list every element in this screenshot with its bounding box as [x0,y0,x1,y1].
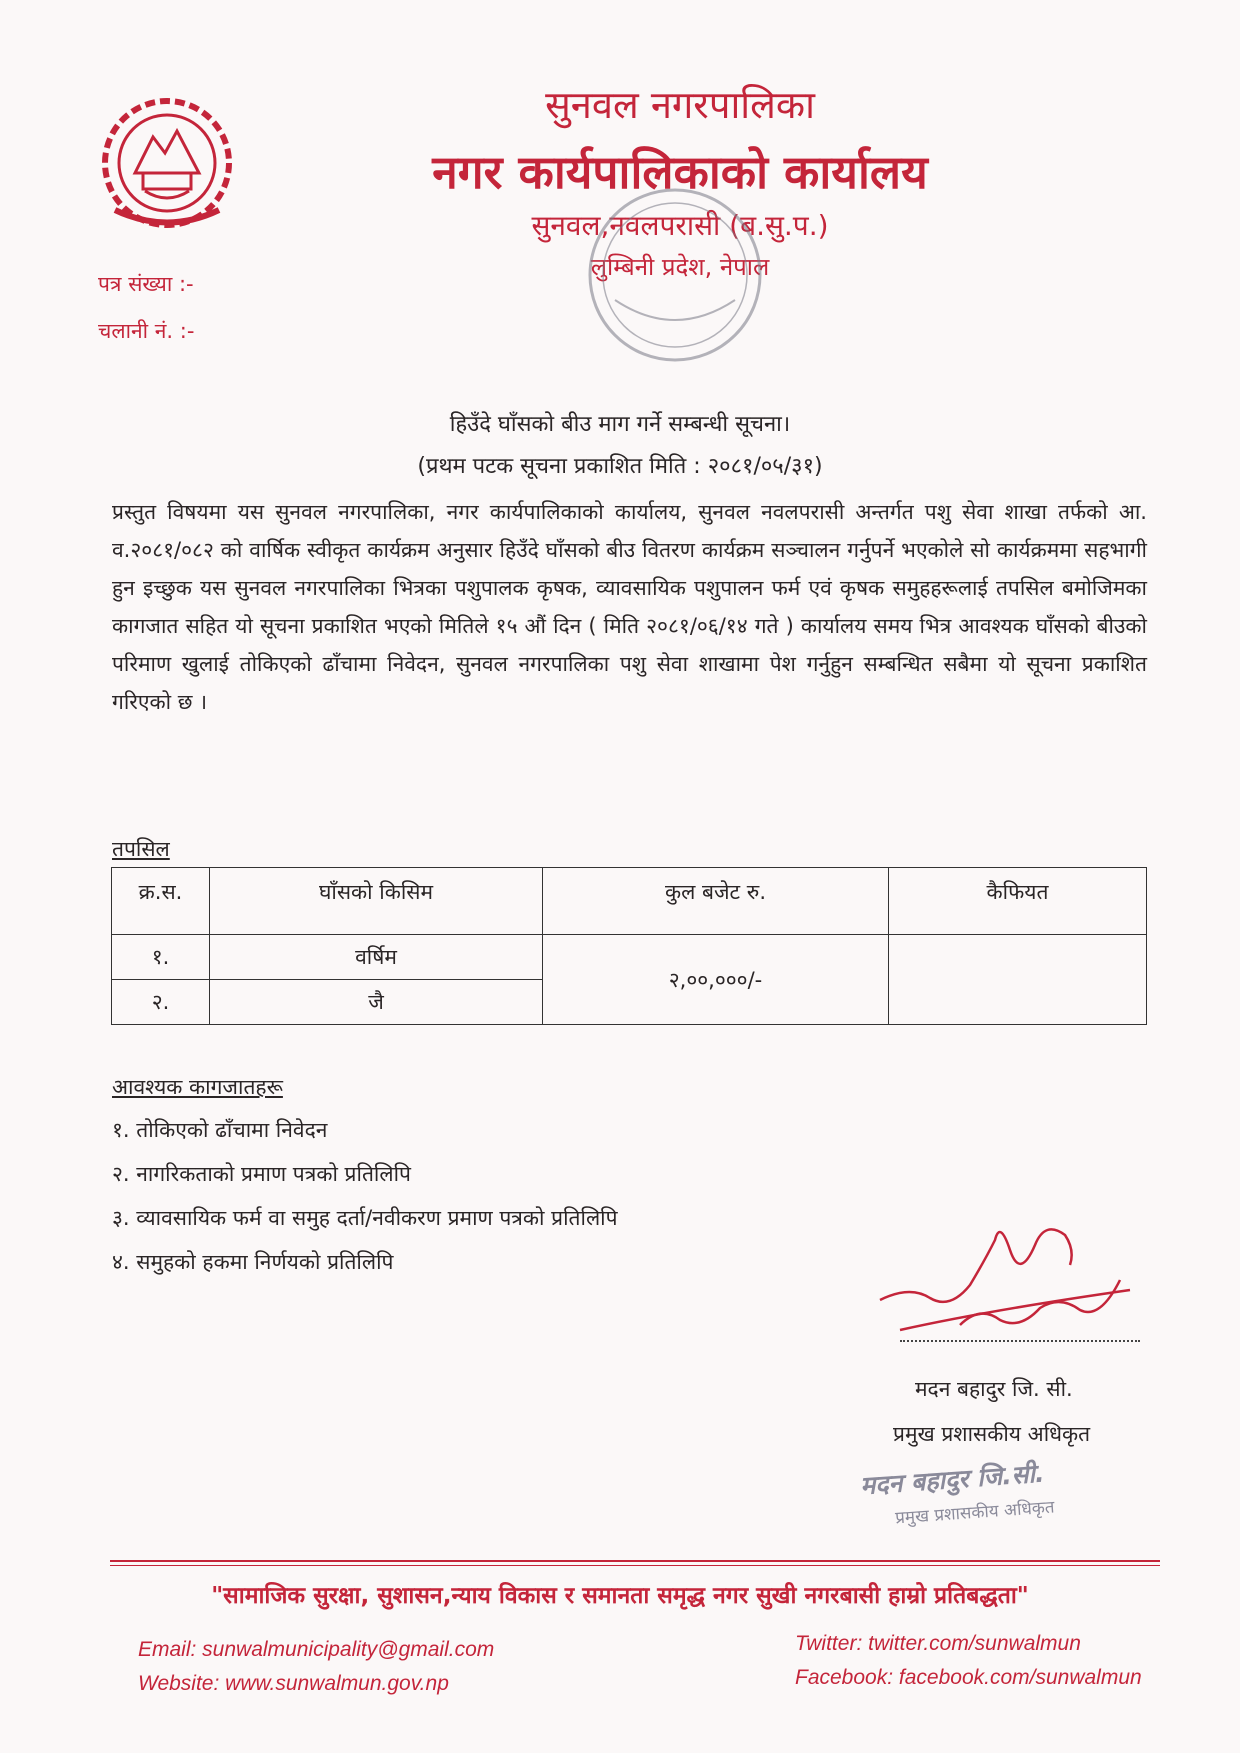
office-province: लुम्बिनी प्रदेश, नेपाल [590,253,770,281]
footer-divider [110,1560,1160,1562]
signatory-name: मदन बहादुर जि. सी. [915,1377,1073,1401]
table-header-row [112,868,1147,935]
handwritten-signature [870,1190,1150,1350]
required-documents-heading: आवश्यक कागजातहरू [112,1075,283,1099]
col-header-budget: कुल बजेट रु. [543,868,889,935]
grass-seed-table [111,867,1147,1025]
cell-sn: २. [112,980,210,1025]
cell-budget: २,००,०००/- [543,935,889,1025]
signatory-designation: प्रमुख प्रशासकीय अधिकृत [893,1422,1091,1446]
document-item: २. नागरिकताको प्रमाण पत्रको प्रतिलिपि [112,1162,411,1186]
cell-type: जै [210,980,543,1025]
signature-line [900,1340,1140,1342]
footer-facebook[interactable]: Facebook: facebook.com/sunwalmun [795,1666,1142,1689]
details-heading: तपसिल [112,837,170,861]
notice-subtitle: (प्रथम पटक सूचना प्रकाशित मिति : २०८१/०५/३१) [417,454,823,479]
document-item: ३. व्यावसायिक फर्म वा समुह दर्ता/नवीकरण प्रमाण पत्रको प्रतिलिपि [112,1206,618,1230]
letter-number-label: पत्र संख्या :- [98,272,194,296]
office-seal-stamp [575,180,775,370]
footer-motto: "सामाजिक सुरक्षा, सुशासन,न्याय विकास र समानता समृद्ध नगर सुखी नगरबासी हाम्रो प्रतिबद्धता" [211,1583,1029,1609]
name-stamp: मदन बहादुर जि.सी. [859,1458,1046,1501]
office-name: नगर कार्यपालिकाको कार्यालय [432,145,928,199]
notice-title: हिउँदे घाँसको बीउ माग गर्ने सम्बन्धी सूचना। [449,412,791,437]
col-header-remarks: कैफियत [889,868,1147,935]
footer-email[interactable]: Email: sunwalmunicipality@gmail.com [138,1638,495,1661]
footer-website[interactable]: Website: www.sunwalmun.gov.np [138,1672,449,1695]
footer-divider-thin [110,1565,1160,1566]
cell-sn: १. [112,935,210,980]
cell-type: वर्षिम [210,935,543,980]
cell-remarks [889,935,1147,1025]
municipality-name: सुनवल नगरपालिका [545,83,815,127]
office-address: सुनवल,नवलपरासी (ब.सु.प.) [531,209,829,242]
footer-twitter[interactable]: Twitter: twitter.com/sunwalmun [795,1632,1081,1655]
dispatch-number-label: चलानी नं. :- [98,319,195,343]
designation-stamp: प्रमुख प्रशासकीय अधिकृत [894,1497,1056,1529]
document-item: १. तोकिएको ढाँचामा निवेदन [112,1118,328,1142]
document-item: ४. समुहको हकमा निर्णयको प्रतिलिपि [112,1250,394,1274]
notice-body: प्रस्तुत विषयमा यस सुनवल नगरपालिका, नगर कार्यपालिकाको कार्यालय, सुनवल नवलपरासी अन्तर्गत पशु सेवा शाखा तर्फको आ. व.२०८१/०८२ को वार्षिक स्वीकृत कार्यक्रम अनुसार हिउँदे घाँसको बीउ वितरण कार्यक्रम सञ्चालन गर्नुपर्ने भएकोले सो कार्यक्रममा सहभागी हुन इच्छुक यस सुनवल नगरपालिका भित्रका पशुपालक कृषक, व्यावसायिक पशुपालन फर्म एवं कृषक समुहहरूलाई तपसिल बमोजिमका कागजात सहित यो सूचना प्रकाशित भएको मितिले १५ औं दिन ( मिति २०८१/०६/१४ गते ) कार्यालय समय भित्र आवश्यक घाँसको बीउको परिमाण खुलाई तोकिएको ढाँचामा निवेदन, सुनवल नगरपालिका पशु सेवा शाखामा पेश गर्नुहुन सम्बन्धित सबैमा यो सूचना प्रकाशित गरिएको छ । [112,500,1147,714]
table-row [112,935,1147,980]
col-header-sn: क्र.स. [112,868,210,935]
col-header-type: घाँसको किसिम [210,868,543,935]
